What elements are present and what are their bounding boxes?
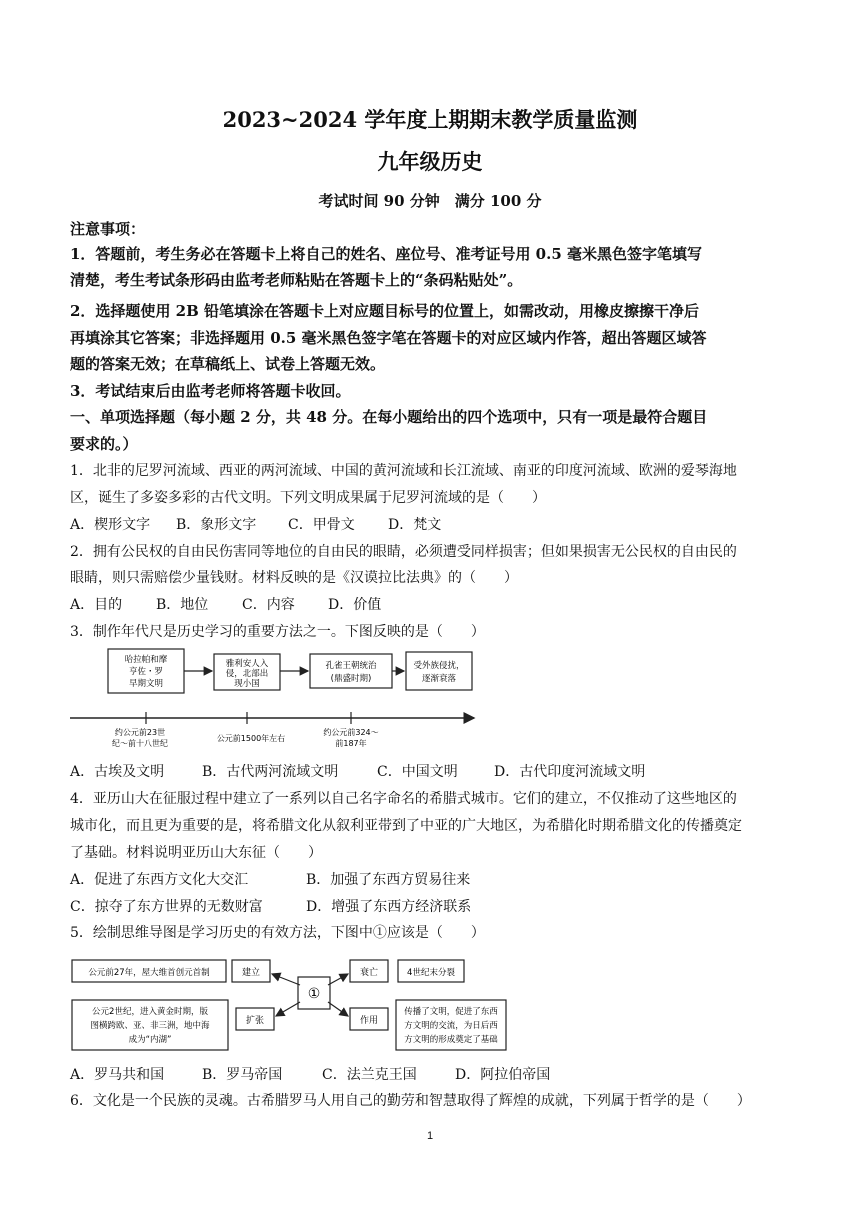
page-number: 1 [426,1130,434,1142]
option-a[interactable]: A．目的 [70,597,123,613]
arrow-icon [328,1002,348,1016]
timeline-date: 纪～前十八世纪 [112,739,168,748]
option-c[interactable]: C．中国文明 [377,764,458,780]
timeline-date: 约公元前23世 [114,728,166,737]
question-4-options [70,869,800,889]
timeline-box-text: 逐渐衰落 [421,674,457,684]
option-a[interactable]: A．罗马共和国 [70,1067,165,1083]
mind-map-diagram [70,952,510,1056]
notice-heading: 注意事项： [70,220,146,238]
role-text: 方文明的形成奠定了基础 [404,1035,498,1045]
option-b[interactable]: B．象形文字 [176,517,257,533]
arrow-icon [272,974,300,985]
option-d[interactable]: D．阿拉伯帝国 [455,1067,551,1083]
decline-label: 衰亡 [359,968,379,978]
question-5-text: 5．绘制思维导图是学习历史的有效方法，下图中①应该是（ ） [70,925,485,941]
notice-line: 再填涂其它答案；非选择题用 0.5 毫米黑色签字笔在答题卡的对应区域内作答，超出答题区域答 [70,329,707,347]
option-d[interactable]: D．古代印度河流域文明 [494,764,646,780]
exam-info: 考试时间 90 分钟 满分 100 分 [318,192,542,210]
arrow-icon [328,974,348,985]
option-d[interactable]: D．价值 [328,597,382,613]
notice-line: 题的答案无效；在草稿纸上、试卷上答题无效。 [70,355,386,373]
notice-line: 2．选择题使用 2B 铅笔填涂在答题卡上对应题目标号的位置上，如需改动，用橡皮擦擦干净后 [70,302,700,320]
timeline-date: 公元前1500年左右 [216,734,286,743]
section-heading: 要求的。） [70,435,138,453]
option-d[interactable]: D．增强了东西方经济联系 [306,899,472,915]
option-b[interactable]: B．古代两河流域文明 [202,764,339,780]
timeline-box-text: 孔雀王朝统治 [325,661,377,671]
role-text: 传播了文明，促进了东西 [404,1007,498,1017]
question-3-options [70,761,800,781]
exam-title: 2023~2024 学年度上期期末教学质量监测 [222,107,638,132]
option-b[interactable]: B．加强了东西方贸易往来 [306,872,471,888]
option-c[interactable]: C．甲骨文 [288,517,355,533]
question-5-options [70,1064,800,1084]
option-b[interactable]: B．罗马帝国 [202,1067,283,1083]
question-2-text: 2．拥有公民权的自由民伤害同等地位的自由民的眼睛，必须遭受同样损害；但如果损害无公民权的自由民的 [70,544,737,560]
question-4-text: 城市化，而且更为重要的是，将希腊文化从叙利亚带到了中亚的广大地区，为希腊化时期希腊文化的传播奠定 [70,818,742,834]
question-6-text: 6．文化是一个民族的灵魂。古希腊罗马人用自己的勤劳和智慧取得了辉煌的成就，下列属于哲学的是（ ） [70,1093,751,1109]
timeline-box-text: 亨佐・罗 [128,667,164,677]
option-a[interactable]: A．楔形文字 [70,517,151,533]
option-a[interactable]: A．促进了东西方文化大交汇 [70,872,249,888]
expand-text: 公元2世纪，进入黄金时期，版 [92,1007,208,1017]
timeline-box-text: 受外族侵扰， [413,661,465,671]
option-a[interactable]: A．古埃及文明 [70,764,165,780]
option-c[interactable]: C．法兰克王国 [322,1067,417,1083]
timeline-box-text: (鼎盛时期) [330,674,372,684]
center-marker: ① [307,986,321,1002]
timeline-box-text: 哈拉帕和摩 [124,655,168,665]
timeline-box-text: 现小国 [234,679,260,689]
timeline-date: 前187年 [335,739,367,748]
build-text: 公元前27年，屋大维首创元首制 [88,968,210,978]
question-4-text: 4．亚历山大在征服过程中建立了一系列以自己名字命名的希腊式城市。它们的建立，不仅推动了这些地区的 [70,791,737,807]
question-4-text: 了基础。材料说明亚历山大东征（ ） [70,845,322,861]
notice-line: 1．答题前，考生务必在答题卡上将自己的姓名、座位号、准考证号用 0.5 毫米黑色签字笔填写 [70,245,702,263]
decline-text: 4世纪末分裂 [407,968,455,978]
question-1-text: 区，诞生了多姿多彩的古代文明。下列文明成果属于尼罗河流域的是（ ） [70,490,546,506]
role-text: 方文明的交流，为日后西 [404,1021,498,1031]
role-label: 作用 [359,1016,379,1026]
timeline-box-4 [406,652,472,690]
section-heading: 一、单项选择题（每小题 2 分，共 48 分。在每小题给出的四个选项中，只有一项是最符合题目 [70,408,708,426]
option-c[interactable]: C．内容 [242,597,295,613]
notice-line: 清楚，考生考试条形码由监考老师粘贴在答题卡上的“条码粘贴处”。 [70,271,523,289]
question-2-text: 眼睛，则只需赔偿少量钱财。材料反映的是《汉谟拉比法典》的（ ） [70,570,518,586]
arrow-icon [276,1002,300,1016]
timeline-date: 约公元前324～ [323,728,379,737]
question-4-options [70,896,800,916]
timeline-diagram [70,644,490,750]
option-d[interactable]: D．梵文 [388,517,442,533]
expand-label: 扩张 [245,1016,265,1026]
question-1-options [70,514,800,534]
expand-text: 图横跨欧、亚、非三洲，地中海 [90,1021,210,1031]
option-c[interactable]: C．掠夺了东方世界的无数财富 [70,899,263,915]
expand-text: 成为“内湖” [128,1035,172,1045]
question-3-text: 3．制作年代尺是历史学习的重要方法之一。下图反映的是（ ） [70,624,485,640]
timeline-box-text: 侵，北部出 [225,669,269,679]
option-b[interactable]: B．地位 [156,597,209,613]
question-2-options [70,594,800,614]
subject-title: 九年级历史 [377,149,483,174]
build-label: 建立 [241,968,261,978]
question-1-text: 1．北非的尼罗河流域、西亚的两河流域、中国的黄河流域和长江流域、南亚的印度河流域、欧洲的爱琴海地 [70,463,737,479]
notice-line: 3．考试结束后由监考老师将答题卡收回。 [70,382,351,400]
timeline-box-text: 早期文明 [128,679,164,689]
timeline-box-text: 雅利安人入 [225,659,269,669]
